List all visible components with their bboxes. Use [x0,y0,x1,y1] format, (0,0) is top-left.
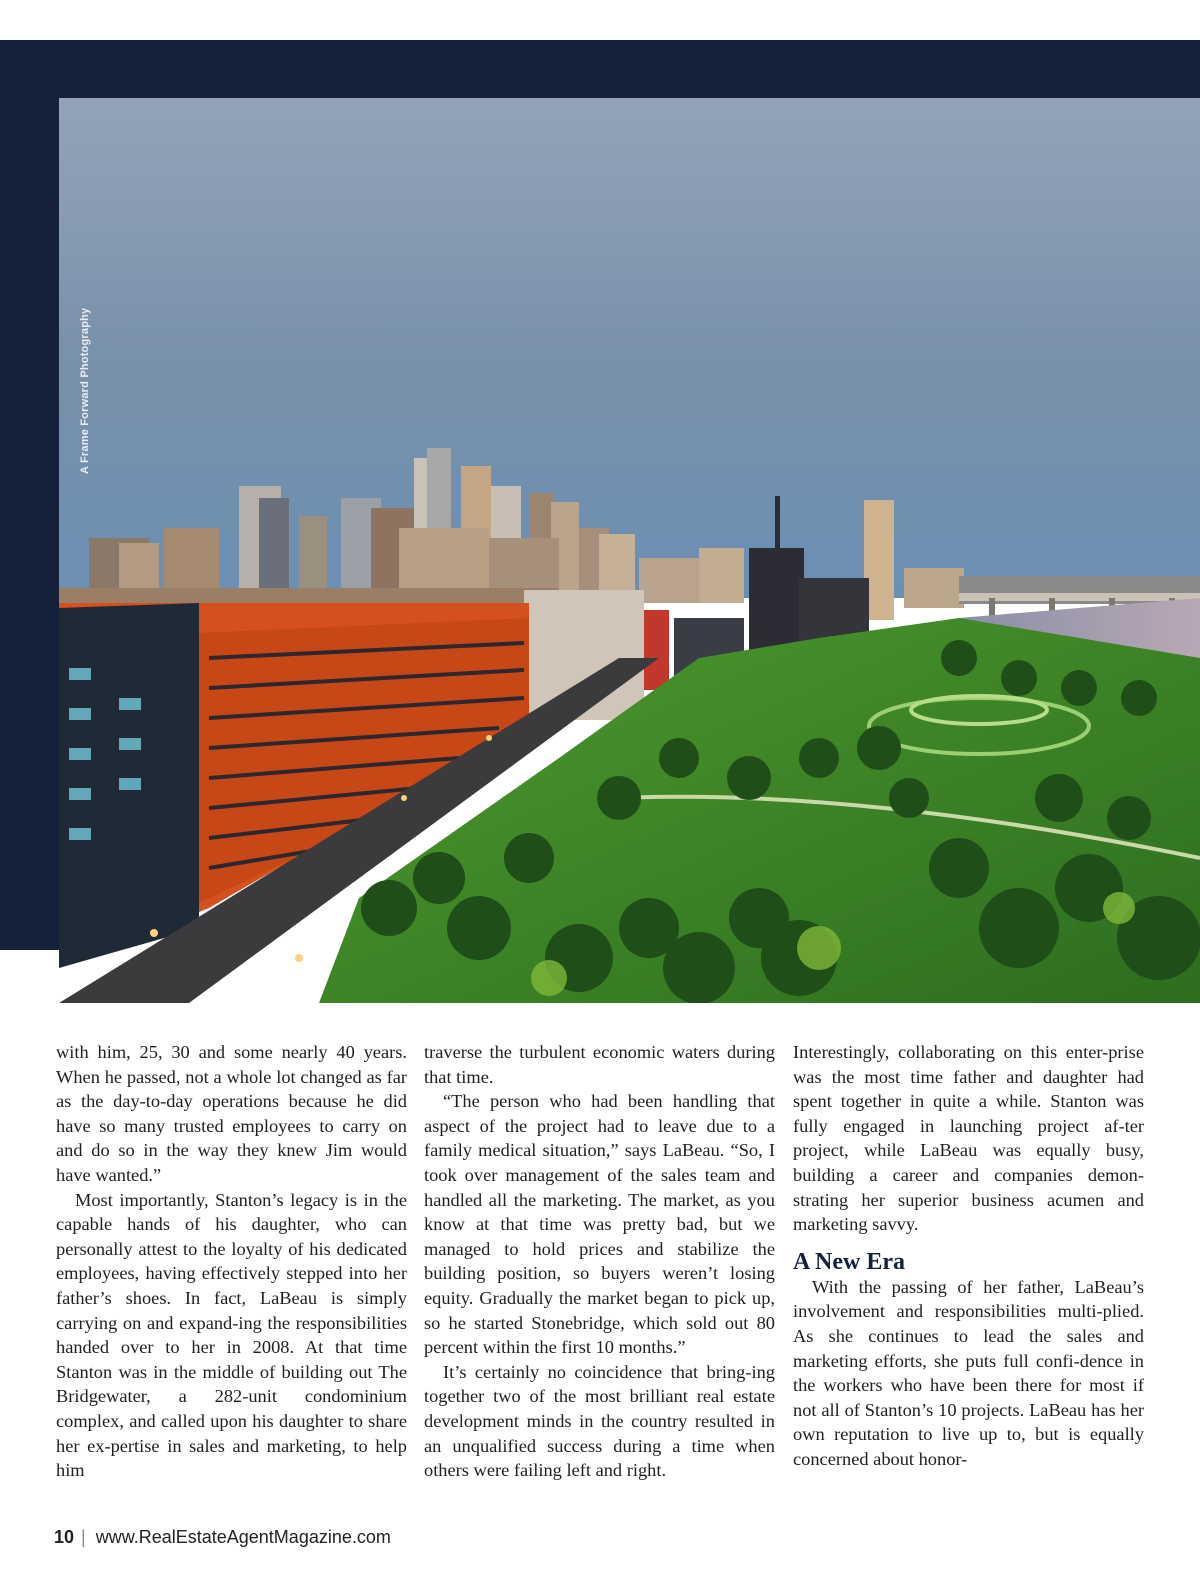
article-paragraph: traverse the turbulent economic waters during that time. [424,1042,775,1087]
navy-header-band [0,40,1200,98]
article-column-3 [793,1040,1144,1472]
article-column-2 [424,1040,775,1483]
city-skyline-photo [59,98,1200,1003]
section-heading: A New Era [793,1248,905,1275]
article-paragraph: Interestingly, collaborating on this enter-prise was the most time father and daughter had spent together in quite a while. Stanton was fully engaged in launching project af-ter project, while LaBeau was equally busy, building a career and companies demon-strating her superior business acumen and marketing savvy. [793,1042,1144,1235]
photo-credit: A Frame Forward Photography [79,307,91,474]
article-paragraph: Most importantly, Stanton’s legacy is in the capable hands of his daughter, who can personally attest to the loyalty of his dedicated employees, having effectively stepped into her father’s shoes. In fact, LaBeau is simply carrying on and expand-ing the responsibilities handed over to her in 2008. At that time Stanton was in the middle of building out The Bridgewater, a 282-unit condominium complex, and called upon his daughter to share her ex-pertise in sales and marketing, to help him [56,1189,407,1481]
footer-separator: | [81,1527,86,1547]
article-paragraph: with him, 25, 30 and some nearly 40 years. When he passed, not a whole lot changed as far as the day-to-day operations because he did have so many trusted employees to carry on and do so in the way they knew Jim would have wanted.” [56,1042,407,1185]
article-column-1 [56,1040,407,1483]
magazine-url[interactable]: www.RealEstateAgentMagazine.com [95,1527,391,1547]
article-paragraph: “The person who had been handling that aspect of the project had to leave due to a family medical situation,” says LaBeau. “So, I took over management of the sales team and handled all the marketing. The market, as you know at that time was pretty bad, but we managed to hold prices and stabilize the building position, so buyers weren’t losing equity. Gradually the market began to pick up, so he started Stonebridge, which sold out 80 percent within the first 10 months.” [424,1091,775,1358]
article-paragraph: It’s certainly no coincidence that bring-ing together two of the most brilliant real estate development minds in the country resulted in an unqualified success during a time when others were failing left and right. [424,1361,775,1481]
article-paragraph: With the passing of her father, LaBeau’s involvement and responsibilities multi-plied. As she continues to lead the sales and marketing efforts, she puts full confi-dence in the workers who have been there for most if not all of Stanton’s 10 projects. LaBeau has her own reputation to live up to, but is equally concerned about honor- [793,1276,1144,1469]
page-number: 10 [54,1527,75,1547]
page-footer [54,1527,391,1548]
navy-side-band [0,40,60,950]
